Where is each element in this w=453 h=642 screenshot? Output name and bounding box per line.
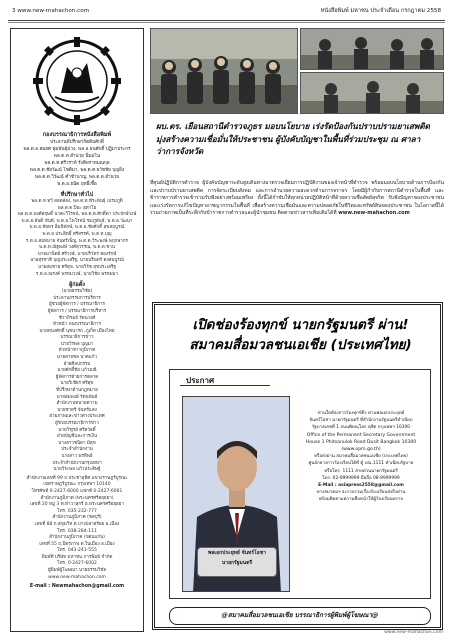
masthead-line: พ.ต.อ.ธนิต ฤทธิ์เชื้อ — [57, 182, 97, 187]
news-headline: ผบ.ตร. เยือนสถานีตำรวจภูธร มอบนโยบาย เร่งรัดป้องกันปราบปรามยาเสพติด มุ่งสร้างความเชื่อมั่นให้ประชาชน ผู้บังคับบัญชาในพื้นที่ร่วมประชุม ณ ศาลาว่าการจังหวัด — [156, 121, 430, 156]
prime-minister-portrait — [182, 396, 290, 592]
masthead-line: นายทนงศักดิ์ นุชนารถ ,ภูเก็ต เมืองไทย — [39, 328, 115, 334]
masthead-line: นายวิเชียร ศรีสุข — [60, 381, 94, 387]
info-line: หรือส่งผ่าน สมาคมสื่อมวลชนเอเชีย (ประเทศไทย) — [314, 454, 408, 460]
masthead-line: หัวหน้า กองบรรณาธิการ — [53, 322, 101, 328]
masthead-line: นายวิฑูรย์ ศรีสวัสดิ์ — [58, 427, 96, 433]
masthead-line: ประจำสำนักงาน — [61, 447, 93, 453]
masthead-line: โทร. 038-284-111 — [57, 528, 97, 534]
news-photo-top-right — [300, 28, 444, 70]
masthead-line: เลขที่ 20 หมู่ 3 ต.ท่าวาสุกรี อ.พระนครศรีอยุธยา — [30, 502, 124, 508]
masthead-contact-list — [15, 476, 139, 582]
masthead-staff-list — [15, 309, 139, 474]
masthead-line: นายสุรชาติ บุญประเสริฐ, นายนรินทร์ คงสมบูรณ์ — [30, 258, 124, 264]
masthead-line: นายชาตรี จันทร์แสง — [57, 407, 97, 413]
masthead-line: ฝ่ายบัญชีและการเงิน — [56, 434, 98, 440]
masthead-top-list — [15, 139, 139, 188]
masthead-line: พล.ต.ต.ชัยวัฒน์ โชติมา, พล.ต.ต.ธวัชชัย บุญยิ่ง — [29, 168, 125, 173]
masthead-line: นายวีระพล แก้วประดิษฐ์ — [53, 467, 101, 473]
ad-title-line: เปิดช่องร้องทุกข์ นายกรัฐมนตรี ผ่าน! — [192, 317, 409, 333]
masthead-line: ผู้ช่วยบรรณาธิการข่าว — [55, 421, 99, 426]
masthead-line: ประธานที่ปรึกษากิตติมศักดิ์ — [50, 140, 104, 145]
info-email[interactable]: E-Mail : asiapress2558@gmail.com — [318, 483, 404, 489]
news-body — [150, 180, 444, 294]
masthead-line: ชีวาภิรมย์ รัตนวงศ์ — [58, 315, 96, 321]
publisher-section-title: ผู้ก่อตั้ง — [69, 282, 85, 289]
masthead-line: ฝ่ายภาพและข่าวต่างประเทศ — [49, 414, 105, 420]
announcement-rule — [180, 385, 270, 386]
advisor-section-title: ที่ปรึกษาทั่วไป — [60, 192, 94, 198]
portrait-name: พลเอกประยุทธ์ จันทร์โอชา — [208, 550, 266, 556]
masthead-line: พล.ต.อ.สมยศ พุ่มพันธุ์ม่วง, พล.อ.ธนศักดิ์ ปฏิมาประกร — [23, 147, 131, 152]
ad-footer-banner: @สมาคมสื่อมวลชนเอเชีย บรรณาธิการผู้พิมพ์ผู้โฆษณา@ — [169, 607, 431, 625]
masthead-line: ประจำสำนักงานกรุงเทพฯ — [52, 460, 102, 466]
masthead-line: เขตราษฎร์บูรณะ กรุงเทพฯ 10140 — [43, 482, 111, 488]
news-photo-bottom-right — [300, 72, 444, 114]
masthead-line: พล.ต.ต.วิวัฒน์ คำชำนาญ, พล.ต.ต.อำนวย — [35, 175, 119, 180]
announcement-info — [294, 410, 428, 504]
masthead-line: หัวหน้าข่าวภูมิภาค — [58, 348, 96, 354]
info-line-en[interactable]: (www.opm.go.th) — [341, 447, 381, 453]
masthead-line: เลขที่ 88 ถ.สุขุมวิท ต.บางปลาสร้อย อ.เมือง — [34, 521, 120, 527]
masthead-line: โทรศัพท์ 0-2427-6000 แฟกซ์ 0-2427-6001 — [31, 488, 123, 494]
news-photo-main — [150, 28, 298, 114]
gear-emblem-icon — [15, 33, 139, 129]
header-rule — [8, 20, 445, 21]
announcement-label: ประกาศ — [186, 376, 215, 385]
info-line-en: House 1 Phitsanulok Road Dusit Bangkok 10300 — [305, 439, 417, 445]
info-line: หรือโทร. 1111 สายด่วนนายกรัฐมนตรี — [324, 468, 398, 474]
news-link[interactable]: www.new-mahachon.com — [338, 210, 410, 217]
masthead-line: (นายธรรมวิชัย) — [61, 289, 93, 295]
masthead-line: www.new-mahachon.com — [48, 574, 106, 580]
header-page-site: 3 www.new-mahachon.com — [12, 8, 90, 14]
masthead-line: พ.ต.อ.ประสิทธิ์ ศรีสรรค์, พ.ต.ท.บุญ — [42, 231, 112, 237]
portrait-title: นายกรัฐมนตรี — [221, 560, 253, 566]
masthead-line: สำนักงานภูมิภาค (พระนครศรีอยุธยา) — [40, 495, 114, 501]
masthead-line: บรรณาธิการข่าว — [60, 335, 94, 341]
newspaper-logo — [15, 33, 139, 129]
header-rule-thin — [8, 22, 445, 23]
announcement-box — [169, 369, 431, 599]
masthead-line: นายมานิตย์ ศรีวงษ์, นายปริวัตร ทองรักษ์ — [37, 251, 117, 257]
masthead-line: พล.ต.ต.ปิยะ อุทาโย — [57, 205, 97, 211]
event-photo-image — [301, 73, 444, 114]
masthead-line: เลขที่ 55 ถ.มิตรภาพ ต.ในเมือง อ.เมือง — [39, 541, 115, 547]
masthead-line: โทร. 035-232-777 — [57, 508, 97, 514]
masthead-line: ผู้จัดการ / บรรณาธิการบริหาร — [47, 308, 107, 314]
masthead-line: นายวีรพล บุญมา — [60, 341, 94, 347]
info-line: รัฐบาลเลขที่ 1 ถนนพิษณุโลก ดุสิต กรุงเทพฯ 10300 — [311, 425, 411, 431]
ad-title-line: สมาคมสื่อมวลชนเอเชีย (ประเทศไทย) — [189, 337, 412, 353]
meeting-photo-image — [301, 29, 444, 70]
footer-url[interactable]: www.new-mahachon.com — [384, 630, 443, 635]
masthead-line: ฝ่ายศิลปกรรม — [63, 361, 91, 367]
masthead-line: พ.ต.ท.ณัฐพงษ์ วงศ์สุวรรณ, พ.ต.ต.ชวน — [39, 245, 115, 251]
masthead-line: พิมพ์ที่ บริษัท มหาชน การพิมพ์ จำกัด — [41, 554, 113, 560]
masthead-line: ผู้จัดการฝ่ายการตลาด — [55, 374, 99, 380]
info-line: พร้อมติดตามความคืบหน้าให้ผู้ร้องเรียนทราบ — [318, 497, 404, 503]
masthead-line: ผู้พิมพ์ผู้โฆษณา นายธรรมวิชัย — [47, 568, 107, 574]
info-line: ท่านใดต้องการร้องทุกข์ถึง ท่านพลเอกประยุทธ์ — [317, 411, 405, 416]
masthead-line: พ.ต.อ.ชัยพร อิ่มพิทักษ์, พ.ต.อ.ชัยศักดิ์ สุขสมบูรณ์ — [29, 225, 125, 231]
info-line: ศูนย์กลางการร้องเรียนได้ที่ ตู้ ปณ.1111 ทำเนียบรัฐบาล — [308, 461, 414, 467]
masthead-line: สำนักงานเลขที่ 99 ถ.ประชาอุทิศ แขวงราษฎร์บูรณะ — [26, 475, 128, 481]
masthead-publisher-list — [15, 289, 139, 309]
masthead-line: พล.ต.ท.ทวี สอดส่อง, พล.ต.ท.พีระพันธุ์ เปรมภูติ — [31, 199, 123, 204]
running-header — [8, 4, 445, 18]
complaint-advertisement — [152, 302, 443, 630]
masthead-column — [10, 28, 144, 632]
news-paragraph: ที่ศูนย์ปฏิบัติการตำรวจ ผู้บังคับบัญชาระดับสูงเดินทางมาตรวจเยี่ยมการปฏิบัติงานของเจ้าหน้าที่ตำรวจ พร้อมมอบนโยบายด้านการป้องกันและปราบปรามยาเสพติด การจัดระเบียบสังคม และการอำนวยความสะดวกด้านการจราจร โดยมีผู้กำกับการสถานีตำรวจในพื้นที่ และข้าราชการตำรวจเข้าร่วมรับฟังอย่างพร้อมเพรียง ทั้งนี้ได้กำชับให้ทุกหน่วยปฏิบัติหน้าที่ด้วยความซื่อสัตย์สุจริต รับฟังปัญหาของประชาชน และเร่งรัดการแก้ไขปัญหาอาชญากรรมในพื้นที่ เพื่อสร้างความเชื่อมั่นและความปลอดภัยในชีวิตและทรัพย์สินของประชาชน ในโอกาสนี้ได้ร่วมถ่ายภาพเป็นที่ระลึกกับข้าราชการตำรวจและผู้นำชุมชน ติดตามข่าวสารเพิ่มเติมได้ที่ — [150, 180, 444, 217]
masthead-line: โทร. 043-241-555 — [57, 548, 97, 554]
masthead-line: ผู้ช่วยผู้จัดการ / บรรณาธิการ — [49, 302, 105, 308]
info-line: โทร. 02-9999999 มือถือ 08-9999999 — [322, 475, 400, 481]
masthead-email[interactable]: E-mail : Newmahachon@gmail.com — [29, 584, 125, 590]
masthead-line: นางสาวชนิดา มีสุข — [58, 440, 96, 446]
masthead-line: ร.ต.อ.สมหมาย จันทร์เพ็ญ, พ.ต.ต.วีระพงษ์ พฤกษากร — [26, 238, 128, 244]
masthead-line: สำนักงานภูมิภาค (ขอนแก่น) — [49, 535, 105, 541]
masthead-line: ที่ปรึกษาด้านกฎหมาย — [56, 388, 98, 394]
masthead-advisor-list — [15, 199, 139, 278]
masthead-line: นายศักดิ์ชัย แก้วมณี — [57, 368, 97, 374]
info-line: ทางสมาคมฯ จะรวบรวมเรื่องร้องเรียนส่งถึงท่าน — [316, 490, 406, 496]
info-line: จันทร์โอชา นายกรัฐมนตรี ที่สำนักงานรัฐมนตรีทำเนียบ — [309, 418, 413, 424]
masthead-line: สำนักงานภูมิภาค (ชลบุรี) — [52, 515, 102, 521]
masthead-line: พล.ต.ท.อำนวย นิ่มมโน — [53, 154, 101, 159]
info-line-en: Office of the Permanent Secretary Government — [306, 432, 416, 438]
masthead-line: พล.ต.ท.ศรีวราห์ รังสิพราหมณกุล — [44, 161, 110, 166]
ad-title — [161, 315, 440, 355]
photo-collage — [150, 28, 444, 116]
masthead-line: นายสมพงษ์ รัตนพันธ์ — [56, 394, 98, 400]
masthead-line: สำนักงานทนายความ — [56, 401, 98, 407]
group-photo-image — [151, 29, 298, 114]
masthead-line: โทร. 0-2427-6002 — [57, 561, 97, 567]
header-issue: หนังสือพิมพ์ มหาชน ประจำเดือน กรกฎาคม 2558 — [320, 8, 441, 14]
masthead-line: พ.ต.อ.สันติ ขันตี, พ.ต.อ.ไพโรจน์ ชมภูพันธ์, พ.ต.อ.วัฒนา — [21, 218, 133, 224]
portrait-caption — [197, 547, 277, 577]
masthead-line: นายสายชล นาคแก้ว — [56, 355, 98, 361]
masthead-line: ร.ต.อ.ณรงค์ พรหมวงษ์, นายวิชัย พรหมมา — [35, 271, 119, 277]
masthead-line: พล.ต.ต.พงศ์สฤษดิ์ นาคะวิโรจน์, พล.ต.ต.ศักดิ์ดา ประจักษ์วงษ์ — [17, 212, 137, 218]
masthead-line: นายสมชาย ศรีสุข, นายวิรัช สุขประเสริฐ — [38, 264, 116, 270]
org-title: กองบรรณาธิการหนังสือพิมพ์ — [42, 132, 112, 138]
masthead-line: ประธานกรรมการบริหาร — [53, 295, 101, 301]
masthead-line: นางสาว พรทิพย์ — [61, 453, 93, 459]
